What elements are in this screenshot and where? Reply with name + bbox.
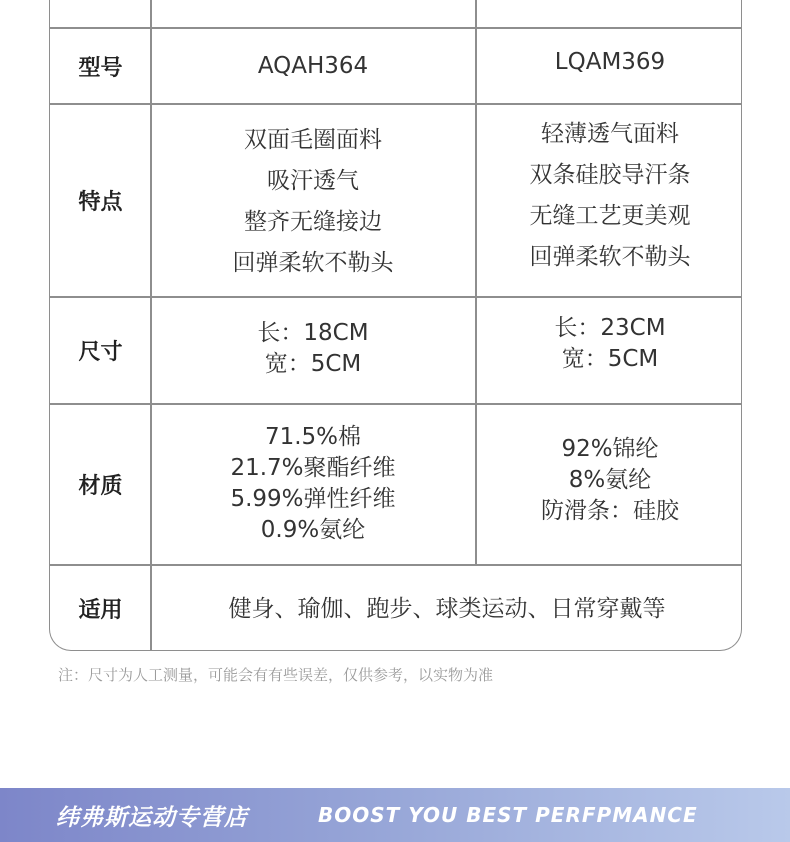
row-divider <box>50 103 741 105</box>
material-left <box>151 420 475 548</box>
material-right-1: 92%锦纶 <box>561 435 659 462</box>
features-right <box>477 112 742 280</box>
feature-left-2: 吸汗透气 <box>267 168 359 194</box>
size-right-length: 长：23CM <box>554 315 666 341</box>
material-right-2: 8%氨纶 <box>568 466 652 493</box>
usage-merged <box>151 566 742 646</box>
material-right-3: 防滑条：硅胶 <box>541 497 679 524</box>
model-right-value: LQAM369 <box>554 49 666 75</box>
feature-right-4: 回弹柔软不勒头 <box>529 244 691 270</box>
store-banner <box>0 788 790 842</box>
size-right <box>477 311 742 377</box>
feature-left-4: 回弹柔软不勒头 <box>232 250 394 276</box>
row-label-material: 材质 <box>78 474 123 499</box>
feature-right-3: 无缝工艺更美观 <box>529 203 691 229</box>
slogan: BOOST YOU BEST PERFPMANCE <box>318 803 698 827</box>
size-right-width: 宽：5CM <box>561 346 659 372</box>
feature-right-2: 双条硅胶导汗条 <box>529 162 691 188</box>
size-left-width: 宽：5CM <box>264 351 362 377</box>
feature-left-3: 整齐无缝接边 <box>244 209 382 235</box>
measurement-note: 注：尺寸为人工测量，可能会有有些误差，仅供参考，以实物为准 <box>58 666 494 684</box>
row-divider <box>50 403 741 405</box>
row-divider <box>50 296 741 298</box>
material-left-1: 71.5%棉 <box>264 424 362 450</box>
material-left-3: 5.99%弹性纤维 <box>230 486 396 512</box>
material-right <box>477 432 742 528</box>
size-left-length: 长：18CM <box>257 320 369 346</box>
row-label-usage: 适用 <box>78 598 123 623</box>
feature-left-1: 双面毛圈面料 <box>244 127 382 153</box>
shop-name: 纬弗斯运动专营店 <box>56 805 248 831</box>
row-label-model: 型号 <box>78 55 123 81</box>
usage-value: 健身、瑜伽、跑步、球类运动、日常穿戴等 <box>228 595 666 622</box>
model-left-value: AQAH364 <box>257 53 369 79</box>
material-left-2: 21.7%聚酯纤维 <box>230 455 396 481</box>
feature-right-1: 轻薄透气面料 <box>541 121 679 147</box>
material-left-4: 0.9%氨纶 <box>260 517 366 543</box>
row-label-size: 尺寸 <box>78 340 123 365</box>
size-left <box>151 316 475 382</box>
model-right <box>477 29 742 95</box>
model-left <box>151 29 475 103</box>
row-label-features: 特点 <box>78 190 123 215</box>
features-left <box>151 118 475 286</box>
spec-table <box>49 0 742 651</box>
